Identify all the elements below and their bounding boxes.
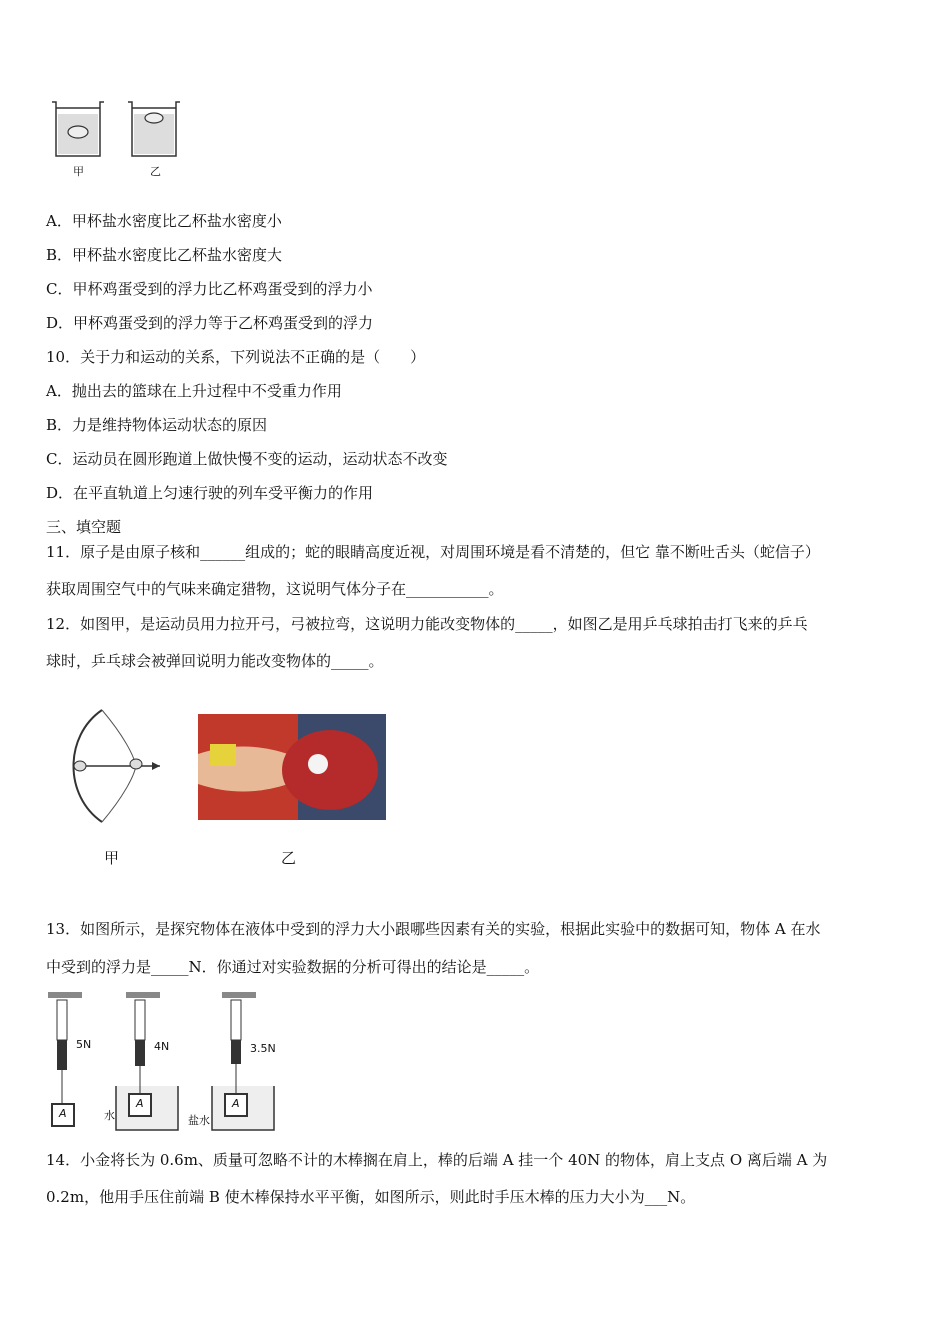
beakers-figure (48, 96, 188, 182)
object-label-2: A (136, 1097, 144, 1110)
reading-2: 4N (154, 1040, 170, 1053)
q9-option-a: A．甲杯盐水密度比乙杯盐水密度小 (46, 212, 282, 230)
liquid-water: 水 (104, 1109, 115, 1122)
reading-3: 3.5N (250, 1042, 276, 1055)
egg-left (68, 126, 88, 138)
liquid-saltwater: 盐水 (188, 1114, 210, 1127)
beaker-label-right: 乙 (150, 165, 161, 178)
q10-option-d: D．在平直轨道上匀速行驶的列车受平衡力的作用 (46, 484, 374, 502)
q11-line2: 获取周围空气中的气味来确定猎物，这说明气体分子在___________。 (46, 580, 504, 598)
ball (308, 754, 328, 774)
q10-option-a: A．抛出去的篮球在上升过程中不受重力作用 (46, 382, 342, 400)
pingpong-photo (198, 714, 386, 820)
bow-figure (64, 706, 164, 826)
q9-option-c: C．甲杯鸡蛋受到的浮力比乙杯鸡蛋受到的浮力小 (46, 280, 373, 298)
beaker-label-left: 甲 (73, 165, 84, 178)
spring-scale-figure (40, 986, 290, 1134)
q13-line1: 13．如图所示，是探究物体在液体中受到的浮力大小跟哪些因素有关的实验，根据此实验中的数据可知，物体 A 在水 (46, 920, 821, 938)
q12-caption-right: 乙 (281, 849, 297, 867)
q13-line2: 中受到的浮力是_____N．你通过对实验数据的分析可得出的结论是_____。 (46, 958, 540, 976)
q10-option-c: C．运动员在圆形跑道上做快慢不变的运动，运动状态不改变 (46, 450, 448, 468)
q9-option-b: B．甲杯盐水密度比乙杯盐水密度大 (46, 246, 283, 264)
q11-line1: 11．原子是由原子核和______组成的；蛇的眼睛高度近视，对周围环境是看不清楚的，但它 靠不断吐舌头（蛇信子） (46, 543, 820, 561)
q10-option-b: B．力是维持物体运动状态的原因 (46, 416, 268, 434)
paddle (282, 730, 378, 810)
q12-line1: 12．如图甲，是运动员用力拉开弓，弓被拉弯，这说明力能改变物体的_____，如图乙是用乒乓球拍击打飞来的乒乓 (46, 615, 808, 633)
reading-1: 5N (76, 1038, 92, 1051)
q14-line2: 0.2m，他用手压住前端 B 使木棒保持水平平衡，如图所示，则此时手压木棒的压力大小为___N。 (46, 1188, 696, 1206)
q9-option-d: D．甲杯鸡蛋受到的浮力等于乙杯鸡蛋受到的浮力 (46, 314, 374, 332)
q10-stem: 10．关于力和运动的关系，下列说法不正确的是（ ） (46, 348, 426, 366)
section-title: 三、填空题 (46, 518, 122, 536)
q14-line1: 14．小金将长为 0.6m、质量可忽略不计的木棒搁在肩上，棒的后端 A 挂一个 40N 的物体，肩上支点 O 离后端 A 为 (46, 1151, 828, 1169)
egg-right (145, 113, 163, 123)
object-label-1: A (59, 1107, 67, 1120)
q12-caption-left: 甲 (104, 849, 120, 867)
object-label-3: A (232, 1097, 240, 1110)
q12-line2: 球时，乒乓球会被弹回说明力能改变物体的_____。 (46, 652, 384, 670)
